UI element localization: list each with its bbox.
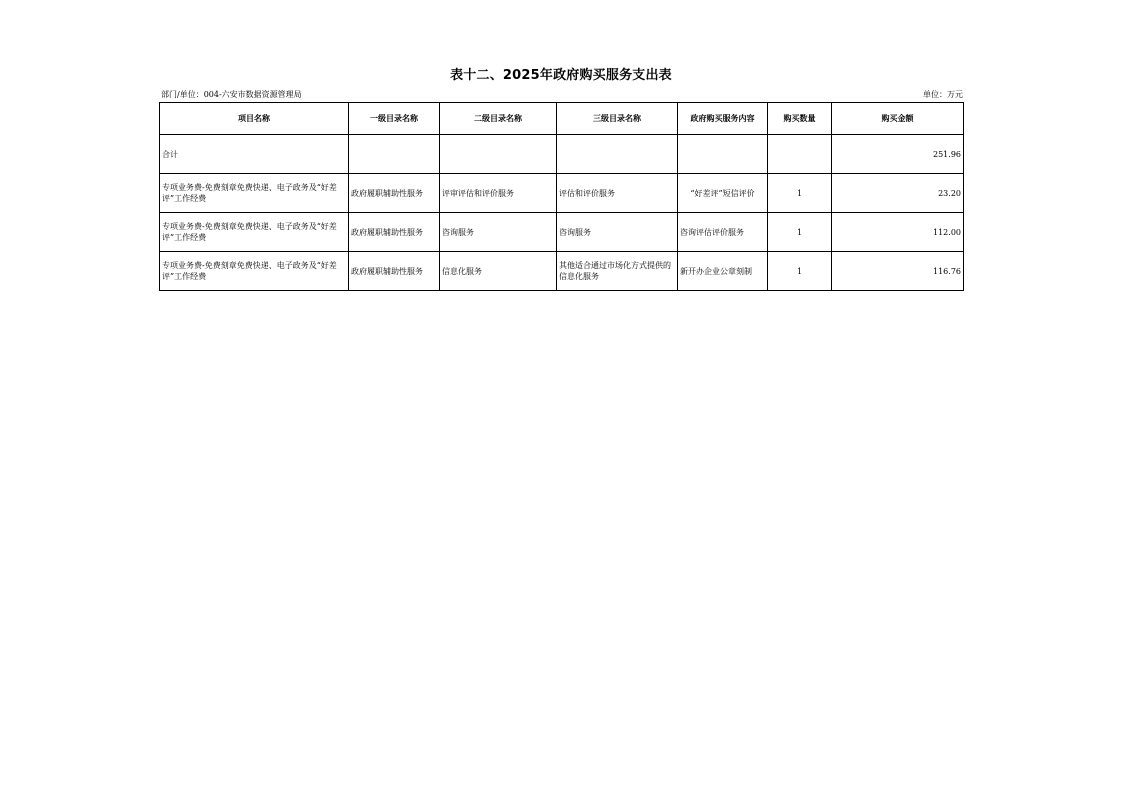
service-content-cell: 咨询评估评价服务	[678, 213, 768, 252]
level3-cell: 咨询服务	[557, 213, 678, 252]
header-project-name: 项目名称	[160, 103, 349, 135]
level1-cell: 政府履职辅助性服务	[349, 174, 440, 213]
header-service-content: 政府购买服务内容	[678, 103, 768, 135]
table-header-row	[160, 103, 964, 135]
header-level1: 一级目录名称	[349, 103, 440, 135]
table-cell	[678, 135, 768, 174]
table-meta	[160, 89, 963, 101]
service-content-cell: “好差评”短信评价	[678, 174, 768, 213]
quantity-cell: 1	[768, 252, 832, 291]
amount-cell: 23.20	[832, 174, 964, 213]
level2-cell: 信息化服务	[440, 252, 557, 291]
total-row	[160, 135, 964, 174]
total-label: 合计	[160, 135, 349, 174]
project-name-cell: 专项业务费-免费刻章免费快递、电子政务及“好差评”工作经费	[160, 213, 349, 252]
level1-cell: 政府履职辅助性服务	[349, 252, 440, 291]
total-amount: 251.96	[832, 135, 964, 174]
unit-label: 单位：万元	[923, 90, 963, 99]
level2-cell: 评审评估和评价服务	[440, 174, 557, 213]
header-amount: 购买金额	[832, 103, 964, 135]
table-cell	[440, 135, 557, 174]
table-cell	[768, 135, 832, 174]
level2-cell: 咨询服务	[440, 213, 557, 252]
table-row	[160, 174, 964, 213]
header-level3: 三级目录名称	[557, 103, 678, 135]
spending-table	[159, 102, 964, 291]
header-quantity: 购买数量	[768, 103, 832, 135]
table-cell	[349, 135, 440, 174]
quantity-cell: 1	[768, 213, 832, 252]
service-content-cell: 新开办企业公章刻制	[678, 252, 768, 291]
amount-cell: 112.00	[832, 213, 964, 252]
table-cell	[557, 135, 678, 174]
level3-cell: 评估和评价服务	[557, 174, 678, 213]
page-title: 表十二、2025年政府购买服务支出表	[450, 68, 672, 83]
level3-cell: 其他适合通过市场化方式提供的信息化服务	[557, 252, 678, 291]
project-name-cell: 专项业务费-免费刻章免费快递、电子政务及“好差评”工作经费	[160, 252, 349, 291]
department-label: 部门/单位：004-六安市数据资源管理局	[161, 90, 302, 99]
table-row	[160, 213, 964, 252]
level1-cell: 政府履职辅助性服务	[349, 213, 440, 252]
table-row	[160, 252, 964, 291]
amount-cell: 116.76	[832, 252, 964, 291]
header-level2: 二级目录名称	[440, 103, 557, 135]
project-name-cell: 专项业务费-免费刻章免费快递、电子政务及“好差评”工作经费	[160, 174, 349, 213]
quantity-cell: 1	[768, 174, 832, 213]
